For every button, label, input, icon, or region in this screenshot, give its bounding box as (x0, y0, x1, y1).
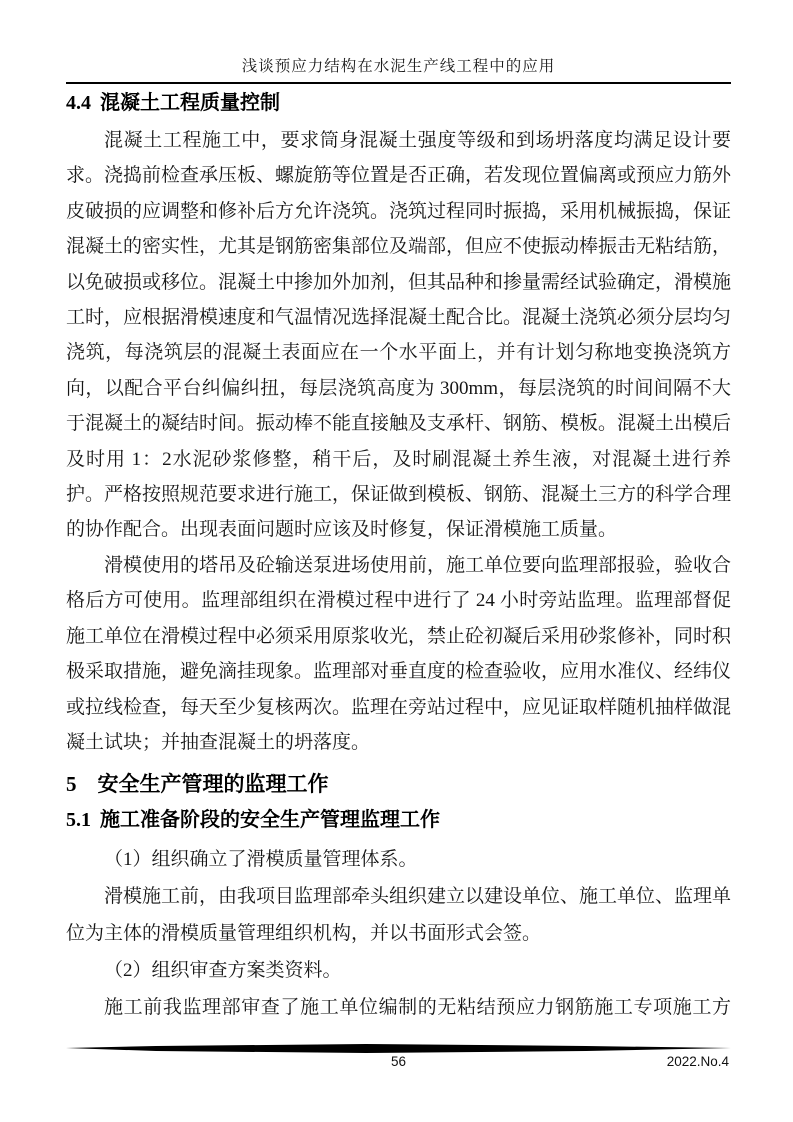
page-number: 56 (390, 1054, 407, 1069)
footer-row (66, 1054, 731, 1072)
section-number: 5.1 (66, 809, 91, 832)
footer-rule (66, 1044, 731, 1053)
running-title: 浅谈预应力结构在水泥生产线工程中的应用 (241, 58, 556, 75)
paragraph-organization: 滑模施工前，由我项目监理部牵头组织建立以建设单位、施工单位、监理单位为主体的滑模质量管理组织机构，并以书面形式会签。 (66, 886, 732, 945)
section-title: 安全生产管理的监理工作 (97, 773, 329, 797)
list-item-1: （1）组织确立了滑模质量管理体系。 (104, 849, 418, 871)
issue-number: 2022.No.4 (666, 1054, 729, 1069)
section-title: 施工准备阶段的安全生产管理监理工作 (100, 809, 440, 832)
header-rule (66, 82, 731, 84)
section-number: 4.4 (66, 92, 91, 114)
section-heading-5 (66, 769, 731, 800)
paragraph-slipform-supervision: 滑模使用的塔吊及砼输送泵进场使用前，施工单位要向监理部报验，验收合格后方可使用。监理部组织在滑模过程中进行了 24 小时旁站监理。监理部督促施工单位在滑模过程中必须采用原浆收光，禁止砼初凝后采用砂浆修补，同时积极采取措施，避免滴挂现象。监理部对垂直度的检查验收，应用水准仪、经纬仪或拉线检查，每天至少复核两次。监理在旁站过程中，应见证取样随机抽样做混凝土试块；并抽查混凝土的坍落度。 (66, 554, 732, 753)
section-title: 混凝土工程质量控制 (100, 92, 280, 114)
paragraph-concrete-quality: 混凝土工程施工中，要求筒身混凝土强度等级和到场坍落度均满足设计要求。浇捣前检查承压板、螺旋筋等位置是否正确，若发现位置偏离或预应力筋外皮破损的应调整和修补后方允许浇筑。浇筑过程同时振捣，采用机械振捣，保证混凝土的密实性，尤其是钢筋密集部位及端部，但应不使振动棒振击无粘结筋，以免破损或移位。混凝土中掺加外加剂，但其品种和掺量需经试验确定，滑模施工时，应根据滑模速度和气温情况选择混凝土配合比。混凝土浇筑必须分层均匀浇筑，每浇筑层的混凝土表面应在一个水平面上，并有计划匀称地变换浇筑方向，以配合平台纠偏纠扭，每层浇筑高度为 300mm，每层浇筑的时间间隔不大于混凝土的凝结时间。振动棒不能直接触及支承杆、钢筋、模板。混凝土出模后及时用 1：2水泥砂浆修整，稍干后，及时刷混凝土养生液，对混凝土进行养护。严格按照规范要求进行施工，保证做到模板、钢筋、混凝土三方的科学合理的协作配合。出现表面问题时应该及时修复，保证滑模施工质量。 (66, 130, 732, 541)
section-heading-5-1 (66, 807, 731, 834)
section-heading-4-4 (66, 90, 731, 117)
running-header (66, 56, 731, 84)
paragraph-scheme-review: 施工前我监理部审查了施工单位编制的无粘结预应力钢筋施工专项施工方 (104, 997, 731, 1019)
page-footer (66, 1044, 731, 1072)
section-number: 5 (66, 772, 77, 797)
list-item-2: （2）组织审查方案类资料。 (104, 960, 342, 982)
